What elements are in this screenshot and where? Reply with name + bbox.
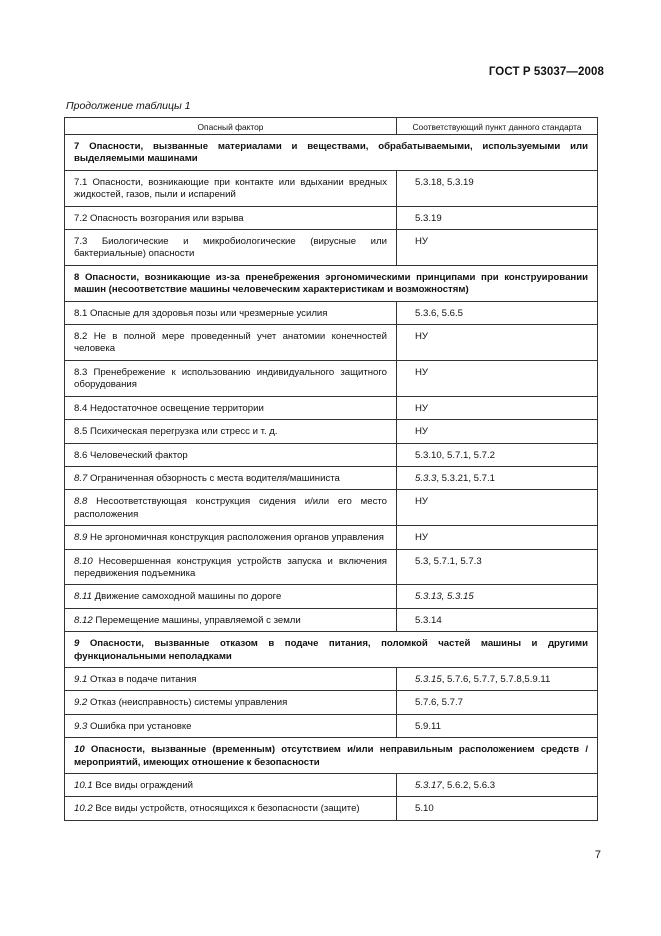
table-body (65, 135, 598, 821)
item-number: 8.2 (74, 331, 88, 343)
table-row (65, 396, 598, 419)
hazard-factor-cell (65, 714, 397, 737)
table-row (65, 526, 598, 549)
hazard-factor-cell (65, 797, 397, 820)
standard-reference-cell (397, 301, 598, 324)
reference-text: НУ (415, 402, 429, 414)
reference-text: 5.9.11 (415, 720, 441, 732)
section-text: 8 Опасности, возникающие из-за пренебрежения эргономическими принципами при конструировании машин (несоответствие машины человеческим характеристикам и возможностям) (74, 271, 588, 296)
section-text: Опасности, вызванные отказом в подаче питания, поломкой частей машины и другими функциональными неполадками (74, 638, 588, 662)
standard-reference-cell (397, 396, 598, 419)
reference-text: , 5.3.21, 5.7.1 (436, 472, 496, 484)
hazard-text: Перемещение машины, управляемой с земли (95, 614, 301, 626)
section-text: 7 Опасности, вызванные материалами и веществами, обрабатываемыми, используемыми или выделяемыми машинами (74, 141, 588, 165)
hazard-factor-cell (65, 549, 397, 585)
section-number: 10 (74, 744, 85, 756)
item-number: 8.7 (74, 472, 88, 484)
table-row (65, 420, 598, 443)
section-title (65, 738, 598, 774)
standard-reference-cell (397, 420, 598, 443)
hazard-table (64, 117, 598, 821)
standard-reference-cell (397, 325, 598, 361)
hazard-text: Не эргономичная конструкция расположения органов управления (90, 532, 384, 544)
reference-text: , 5.7.6, 5.7.7, 5.7.8,5.9.11 (441, 673, 551, 685)
reference-italic: 5.3.13, 5.3.15 (415, 591, 474, 603)
hazard-text: Все виды устройств, относящихся к безопасности (защите) (95, 803, 360, 815)
table-row (65, 608, 598, 631)
reference-italic: 5.3.3 (415, 472, 437, 484)
item-number: 10.1 (74, 780, 93, 791)
hazard-text: Несоответствующая конструкция сидения и/или его место расположения (74, 496, 387, 520)
hazard-factor-cell (65, 585, 397, 608)
page-number: 7 (594, 849, 601, 861)
standard-reference-cell (397, 360, 598, 396)
hazard-factor-cell (65, 490, 397, 526)
standard-reference-cell (397, 466, 598, 489)
hazard-text: Отказ в подаче питания (90, 673, 197, 685)
section-title (65, 265, 598, 301)
hazard-factor-cell (65, 420, 397, 443)
hazard-text: Ограниченная обзорность с места водителя/машиниста (90, 472, 340, 484)
table-row (65, 301, 598, 324)
reference-text: 5.3.19 (415, 212, 442, 224)
hazard-factor-cell (65, 206, 397, 229)
standard-reference-cell (397, 667, 598, 690)
reference-text: 5.3.14 (415, 614, 442, 626)
reference-italic: 5.3.15 (415, 673, 442, 685)
document-header: ГОСТ Р 53037—2008 (488, 66, 604, 78)
hazard-text: Опасность возгорания или взрыва (90, 212, 244, 224)
hazard-factor-cell (65, 230, 397, 266)
item-number: 8.4 (74, 402, 88, 414)
table-row (65, 230, 598, 266)
reference-text: НУ (415, 496, 429, 508)
column-header-factor: Опасный фактор (65, 118, 397, 135)
reference-text: НУ (415, 532, 429, 544)
hazard-text: Опасности, возникающие при контакте или вдыхании вредных жидкостей, газов, пыли и испарений (74, 176, 387, 201)
hazard-text: Все виды ограждений (95, 780, 194, 791)
reference-text: НУ (415, 331, 429, 343)
hazard-text: Пренебрежение к использованию индивидуального защитного оборудования (74, 366, 387, 391)
hazard-text: Психическая перегрузка или стресс и т. д. (90, 426, 278, 438)
item-number: 9.1 (74, 673, 88, 685)
reference-text: 5.10 (415, 803, 434, 815)
reference-text: 5.3, 5.7.1, 5.7.3 (415, 555, 482, 567)
table-row (65, 714, 598, 737)
hazard-text: Отказ (неисправность) системы управления (90, 697, 288, 709)
standard-reference-cell (397, 774, 598, 797)
hazard-factor-cell (65, 608, 397, 631)
hazard-factor-cell (65, 526, 397, 549)
standard-reference-cell (397, 490, 598, 526)
item-number: 8.5 (74, 426, 88, 438)
reference-text: НУ (415, 366, 429, 378)
standard-reference-cell (397, 230, 598, 266)
reference-text: 5.7.6, 5.7.7 (415, 697, 464, 709)
column-header-reference: Соответствующий пункт данного стандарта (397, 118, 598, 135)
hazard-factor-cell (65, 466, 397, 489)
standard-reference-cell (397, 797, 598, 820)
section-row (65, 135, 598, 171)
hazard-text: Не в полной мере проведенный учет анатомии конечностей человека (74, 331, 387, 355)
standard-reference-cell (397, 443, 598, 466)
item-number: 10.2 (74, 803, 93, 815)
table-row (65, 549, 598, 585)
hazard-text: Недостаточное освещение территории (90, 402, 264, 414)
item-number: 7.1 (74, 176, 88, 188)
hazard-factor-cell (65, 360, 397, 396)
standard-reference-cell (397, 714, 598, 737)
table-caption: Продолжение таблицы 1 (66, 100, 191, 112)
hazard-text: Ошибка при установке (90, 720, 192, 732)
table-row (65, 170, 598, 206)
item-number: 9.2 (74, 697, 88, 709)
item-number: 8.8 (74, 496, 88, 508)
hazard-factor-cell (65, 325, 397, 361)
item-number: 8.9 (74, 532, 88, 544)
reference-text: НУ (415, 236, 429, 248)
table-row (65, 466, 598, 489)
hazard-text: Движение самоходной машины по дороге (94, 591, 282, 603)
hazard-text: Биологические и микробиологические (вирусные или бактериальные) опасности (74, 236, 387, 260)
standard-reference-cell (397, 691, 598, 714)
reference-italic: 5.3.17 (415, 780, 442, 791)
hazard-factor-cell (65, 667, 397, 690)
standard-reference-cell (397, 608, 598, 631)
table-row (65, 797, 598, 820)
hazard-text: Опасные для здоровья позы или чрезмерные усилия (90, 307, 328, 319)
hazard-factor-cell (65, 443, 397, 466)
table-row (65, 691, 598, 714)
item-number: 8.12 (74, 614, 93, 626)
item-number: 8.6 (74, 449, 88, 461)
standard-reference-cell (397, 585, 598, 608)
table-row (65, 325, 598, 361)
hazard-factor-cell (65, 396, 397, 419)
hazard-factor-cell (65, 301, 397, 324)
section-title (65, 135, 598, 171)
section-row (65, 738, 598, 774)
reference-text: , 5.6.2, 5.6.3 (441, 780, 496, 791)
table-row (65, 360, 598, 396)
table-row (65, 774, 598, 797)
standard-reference-cell (397, 170, 598, 206)
section-number: 9 (74, 638, 80, 650)
table-row (65, 443, 598, 466)
standard-reference-cell (397, 549, 598, 585)
reference-text: 5.3.10, 5.7.1, 5.7.2 (415, 449, 496, 461)
hazard-text: Человеческий фактор (90, 449, 188, 461)
standard-reference-cell (397, 526, 598, 549)
table-row (65, 667, 598, 690)
item-number: 7.2 (74, 212, 88, 224)
standard-reference-cell (397, 206, 598, 229)
section-text: Опасности, вызванные (временным) отсутствием и/или неправильным расположением средств / мероприятий, имеющих отношение к безопасности (74, 744, 588, 768)
reference-text: 5.3.6, 5.6.5 (415, 307, 464, 319)
hazard-text: Несовершенная конструкция устройств запуска и включения передвижения подъемника (74, 555, 387, 579)
reference-text: НУ (415, 426, 429, 438)
table-row (65, 585, 598, 608)
item-number: 8.3 (74, 366, 88, 378)
item-number: 7.3 (74, 236, 88, 248)
item-number: 9.3 (74, 720, 88, 732)
table-row (65, 490, 598, 526)
hazard-factor-cell (65, 170, 397, 206)
section-row (65, 632, 598, 668)
section-row (65, 265, 598, 301)
section-title (65, 632, 598, 668)
hazard-factor-cell (65, 691, 397, 714)
reference-text: 5.3.18, 5.3.19 (415, 176, 474, 188)
hazard-factor-cell (65, 774, 397, 797)
item-number: 8.11 (74, 591, 92, 603)
item-number: 8.10 (74, 555, 93, 567)
table-header-row (65, 118, 598, 135)
item-number: 8.1 (74, 307, 88, 319)
table-row (65, 206, 598, 229)
